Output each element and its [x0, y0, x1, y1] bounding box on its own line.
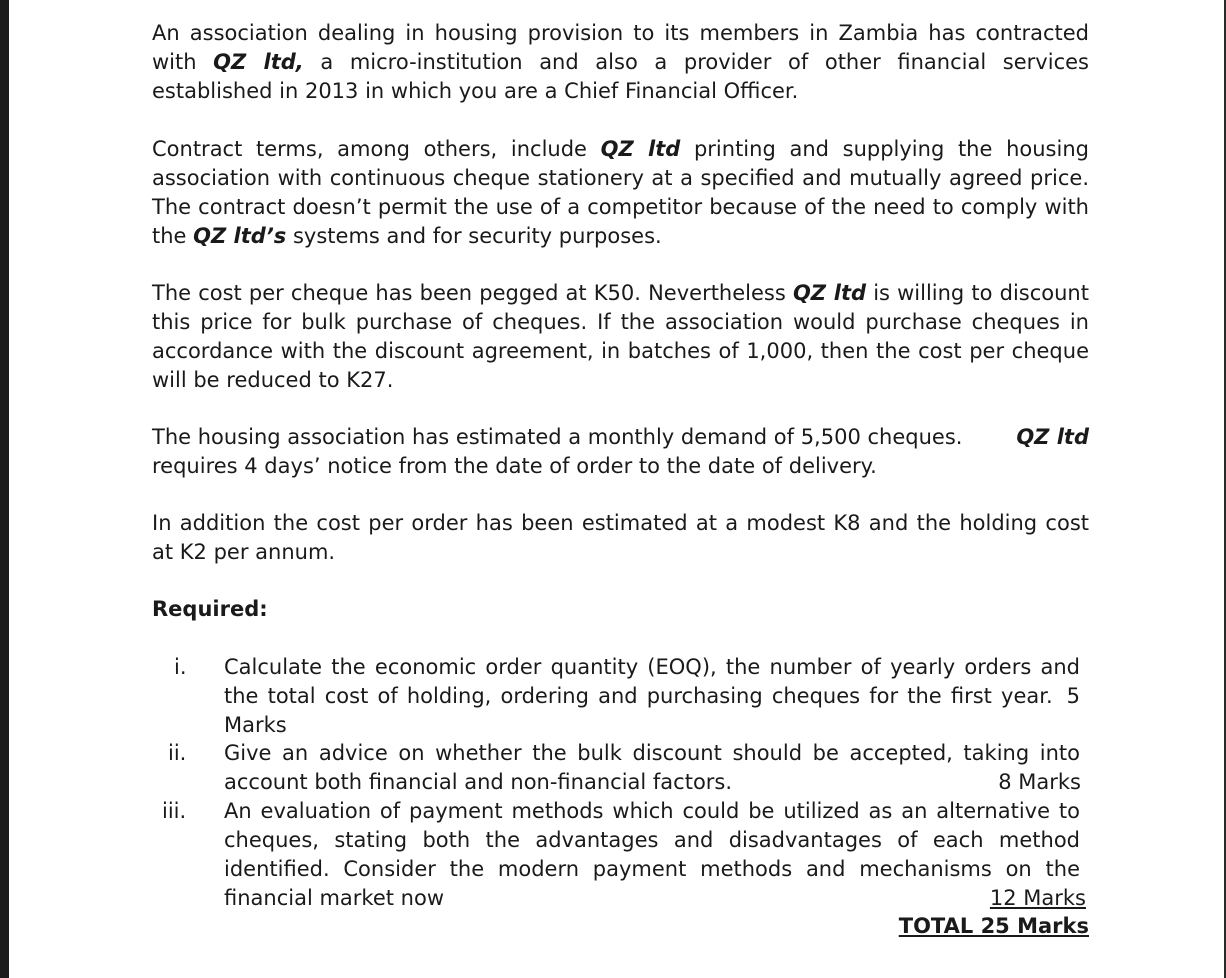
- item-text: Give an advice on whether the bulk discount should be accepted, taking into account both financial and non-financial factors.: [224, 741, 1080, 794]
- required-heading: Required:: [152, 597, 268, 621]
- intro-text-end: a micro-institution and also a provider of other financial services established in 2013 in which you are a Chief Financial Officer.: [152, 50, 1089, 103]
- company-name: QZ ltd,: [213, 50, 304, 74]
- cost-text-end: is willing to discount this price for bulk purchase of cheques. If the association would purchase cheques in accordance with the discount agreement, in batches of 1,000, then the cost per cheque will be reduced to K27.: [152, 281, 1089, 392]
- item-number: iii.: [162, 799, 187, 823]
- question-item-2: [152, 739, 1089, 797]
- question-item-3: [152, 797, 1089, 913]
- item-number: i.: [174, 655, 187, 679]
- paragraph-contract-terms: [152, 135, 1089, 251]
- company-name: QZ ltd: [1016, 425, 1089, 449]
- contract-text-end: systems and for security purposes.: [292, 224, 662, 248]
- item-marks: 12 Marks: [989, 886, 1086, 910]
- item-text-block: [224, 653, 1080, 740]
- intro-text-start: An association dealing in housing provision to its members in Zambia has contracted with: [152, 21, 1089, 74]
- paragraph-order-cost: [152, 509, 1089, 567]
- item-marks: 5 Marks: [224, 684, 1080, 737]
- item-text-block: [224, 797, 1080, 913]
- question-item-1: [152, 653, 1089, 737]
- total-marks: TOTAL 25 Marks: [898, 914, 1089, 938]
- left-edge-bar: [0, 0, 9, 978]
- order-cost-text: In addition the cost per order has been estimated at a modest K8 and the holding cost at K2 per annum.: [152, 511, 1089, 564]
- item-number: ii.: [168, 741, 187, 765]
- notice-text: requires 4 days’ notice from the date of order to the date of delivery.: [152, 454, 877, 478]
- company-name: QZ ltd: [600, 137, 681, 161]
- paragraph-demand: [152, 423, 1089, 481]
- item-text-block: [224, 739, 1080, 797]
- item-marks: 8 Marks: [998, 770, 1081, 794]
- contract-text-start: Contract terms, among others, include: [152, 137, 587, 161]
- contract-text-middle: printing and supplying the housing association with continuous cheque stationery at a specified and mutually agreed price. The contract doesn’t permit the use of a competitor because of the need to comply with the: [152, 137, 1089, 248]
- paragraph-intro: [152, 19, 1089, 106]
- company-name: QZ ltd: [792, 281, 867, 305]
- company-name-possessive: QZ ltd’s: [193, 224, 287, 248]
- item-text: An evaluation of payment methods which could be utilized as an alternative to cheques, stating both the advantages and disadvantages of each method identified. Consider the modern payment methods and mechanisms on the financial market now: [224, 799, 1080, 910]
- paragraph-cost-per-cheque: [152, 279, 1089, 395]
- cost-text-start: The cost per cheque has been pegged at K50. Nevertheless: [152, 281, 786, 305]
- item-text: Calculate the economic order quantity (EOQ), the number of yearly orders and the total cost of holding, ordering and purchasing cheques for the first year.: [224, 655, 1080, 708]
- demand-text: The housing association has estimated a monthly demand of 5,500 cheques.: [152, 425, 963, 449]
